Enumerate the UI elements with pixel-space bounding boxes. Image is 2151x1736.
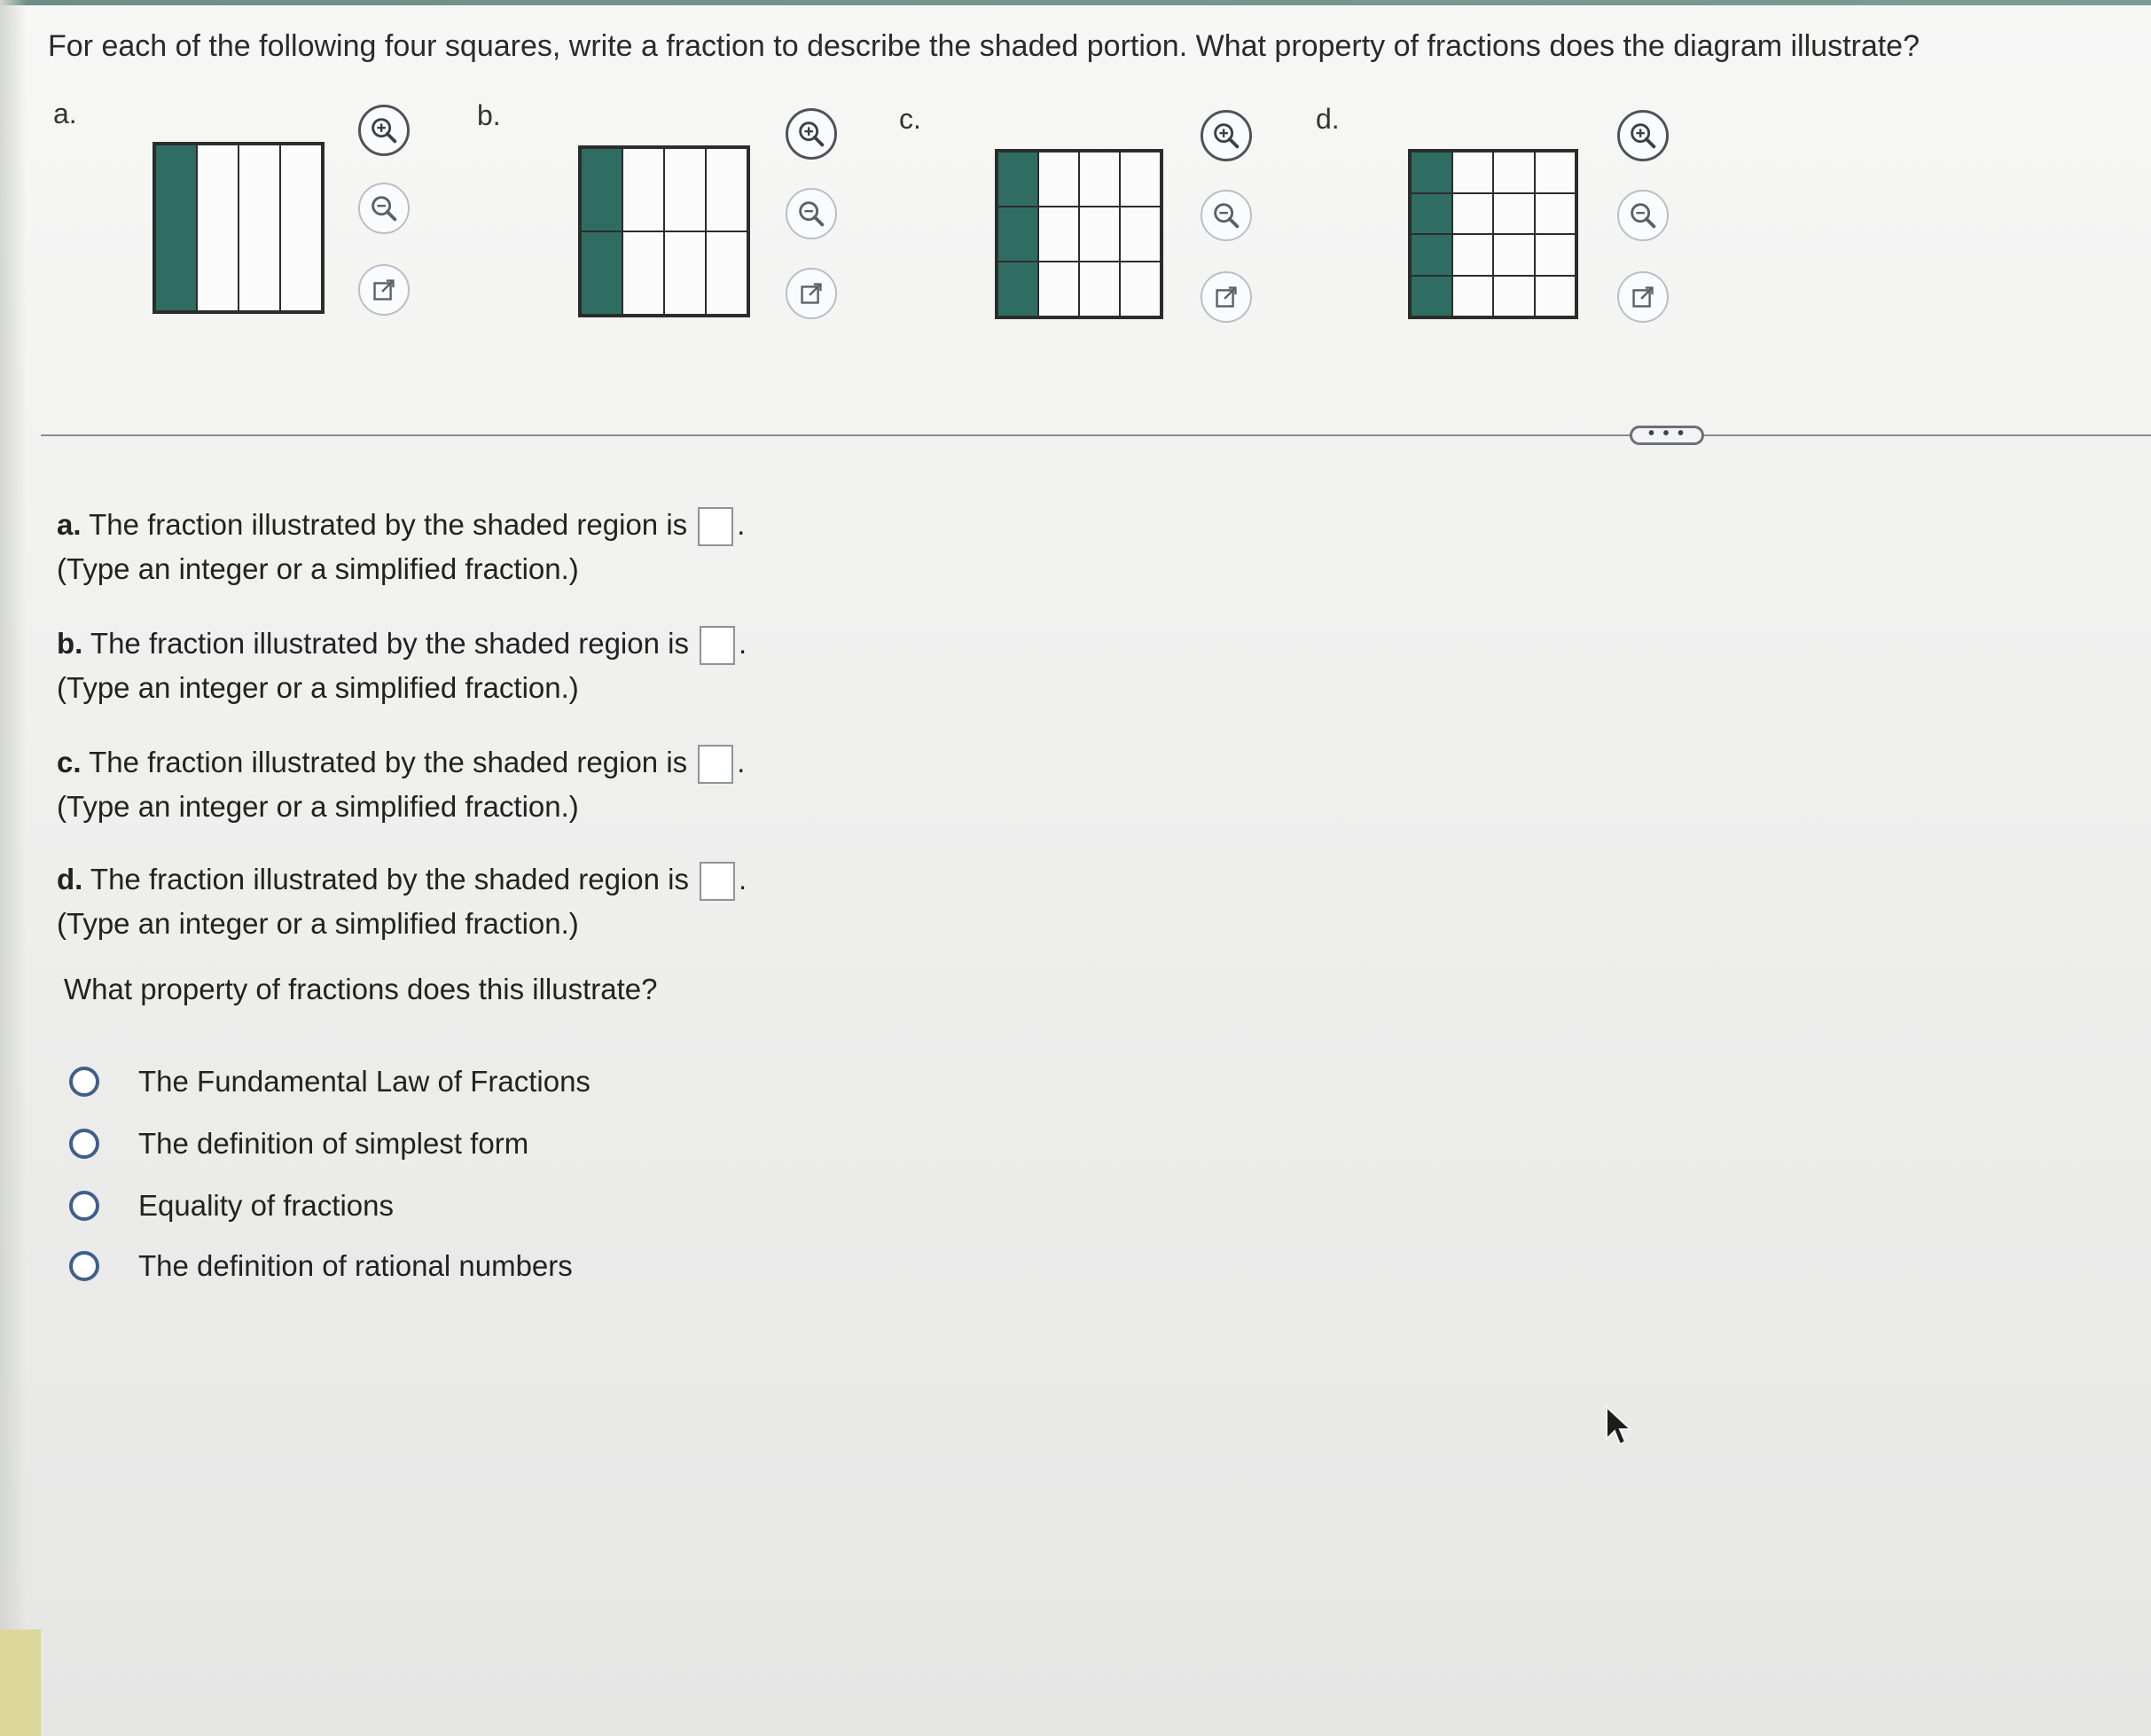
grid-cell: [1120, 207, 1161, 262]
grid-cell: [1493, 152, 1535, 193]
question-b-letter: b.: [57, 627, 83, 660]
figure-c-zoom-out-button[interactable]: [1201, 190, 1252, 241]
figure-c-open-button[interactable]: [1201, 271, 1252, 323]
option-row[interactable]: [69, 1185, 394, 1227]
grid-cell: [1120, 152, 1161, 207]
grid-cell: [1038, 262, 1079, 317]
radio-button[interactable]: [69, 1129, 99, 1159]
shaded-cell: [997, 207, 1038, 262]
shaded-cell: [581, 231, 622, 315]
zoom-out-icon: [1626, 199, 1660, 232]
open-external-icon: [1626, 280, 1660, 314]
shaded-cell: [155, 145, 197, 311]
open-external-icon: [1209, 280, 1243, 314]
figure-d-zoom-in-button[interactable]: [1617, 110, 1669, 161]
hint-a: (Type an integer or a simplified fraction.): [57, 552, 579, 585]
zoom-in-icon: [367, 113, 401, 147]
section-divider: [41, 434, 2151, 436]
grid-cell: [1493, 193, 1535, 235]
top-accent-strip: [0, 0, 2151, 5]
figure-a-open-button[interactable]: [358, 264, 410, 316]
open-external-icon: [367, 273, 401, 307]
question-c-text: The fraction illustrated by the shaded region is: [89, 746, 688, 778]
option-row[interactable]: [69, 1060, 591, 1103]
question-a-text: The fraction illustrated by the shaded region is: [89, 508, 688, 541]
option-row[interactable]: [69, 1122, 528, 1165]
option-label: The definition of simplest form: [138, 1127, 529, 1160]
question-d-suffix: .: [738, 863, 747, 895]
zoom-in-icon: [1626, 119, 1660, 152]
zoom-in-icon: [1209, 119, 1243, 152]
option-label: The Fundamental Law of Fractions: [138, 1065, 591, 1098]
grid-cell: [706, 231, 747, 315]
grid-cell: [1079, 152, 1120, 207]
grid-cell: [1452, 276, 1494, 317]
grid-cell: [1493, 276, 1535, 317]
zoom-out-icon: [367, 192, 401, 225]
figure-b-letter: b.: [477, 99, 501, 131]
question-prompt: For each of the following four squares, write a fraction to describe the shaded portion. What property of fractions does the diagram illustrate?: [48, 29, 1920, 63]
radio-button[interactable]: [69, 1067, 99, 1097]
shaded-cell: [997, 262, 1038, 317]
shaded-cell: [581, 148, 622, 231]
shaded-cell: [1411, 193, 1452, 235]
figure-c-letter: c.: [899, 103, 921, 135]
grid-cell: [1038, 152, 1079, 207]
shaded-cell: [997, 152, 1038, 207]
grid-cell: [1535, 152, 1576, 193]
zoom-out-icon: [1209, 199, 1243, 232]
grid-cell: [1535, 276, 1576, 317]
grid-cell: [622, 231, 664, 315]
figure-b-square: [578, 145, 750, 317]
grid-cell: [197, 145, 239, 311]
hint-b: (Type an integer or a simplified fraction.): [57, 671, 579, 704]
figure-c-zoom-in-button[interactable]: [1201, 110, 1252, 161]
question-a: [57, 505, 745, 546]
figure-d-open-button[interactable]: [1617, 271, 1669, 323]
figure-a-letter: a.: [53, 98, 77, 129]
grid-cell: [622, 148, 664, 231]
question-c-suffix: .: [737, 746, 746, 778]
grid-cell: [1535, 234, 1576, 276]
grid-cell: [1038, 207, 1079, 262]
grid-cell: [1079, 262, 1120, 317]
shaded-cell: [1411, 234, 1452, 276]
grid-cell: [1452, 234, 1494, 276]
mouse-cursor-icon: [1605, 1405, 1635, 1448]
question-d-text: The fraction illustrated by the shaded region is: [90, 863, 689, 895]
figure-b-zoom-out-button[interactable]: [786, 188, 837, 239]
question-d: [57, 860, 747, 901]
answer-a-input[interactable]: [698, 507, 733, 546]
figure-d-zoom-out-button[interactable]: [1617, 190, 1669, 241]
hint-d: (Type an integer or a simplified fraction.): [57, 907, 579, 940]
hint-c: (Type an integer or a simplified fraction.): [57, 790, 579, 823]
shaded-cell: [1411, 152, 1452, 193]
radio-button[interactable]: [69, 1251, 99, 1281]
grid-cell: [1452, 152, 1494, 193]
answer-d-input[interactable]: [700, 862, 735, 901]
grid-cell: [1535, 193, 1576, 235]
question-c-letter: c.: [57, 746, 82, 778]
question-b: [57, 624, 747, 665]
figure-b-zoom-in-button[interactable]: [786, 108, 837, 160]
shaded-cell: [1411, 276, 1452, 317]
grid-cell: [1493, 234, 1535, 276]
option-row[interactable]: [69, 1245, 573, 1287]
figure-a-zoom-in-button[interactable]: [358, 105, 410, 156]
question-d-letter: d.: [57, 863, 83, 895]
answer-b-input[interactable]: [700, 626, 735, 665]
radio-button[interactable]: [69, 1191, 99, 1221]
zoom-out-icon: [794, 197, 828, 231]
question-a-suffix: .: [737, 508, 746, 541]
grid-cell: [1079, 207, 1120, 262]
option-label: Equality of fractions: [138, 1189, 394, 1222]
figure-a-zoom-out-button[interactable]: [358, 183, 410, 234]
corner-tab: [0, 1630, 41, 1736]
grid-cell: [239, 145, 280, 311]
question-b-suffix: .: [738, 627, 747, 660]
grid-cell: [706, 148, 747, 231]
question-c: [57, 743, 745, 784]
figure-a-square: [153, 142, 325, 314]
property-question: What property of fractions does this illustrate?: [64, 973, 658, 1005]
figure-d-letter: d.: [1316, 103, 1340, 135]
grid-cell: [1452, 193, 1494, 235]
figure-b-open-button[interactable]: [786, 268, 837, 319]
grid-cell: [280, 145, 322, 311]
grid-cell: [664, 148, 706, 231]
grid-cell: [1120, 262, 1161, 317]
figure-c-square: [995, 149, 1163, 319]
answer-c-input[interactable]: [698, 745, 733, 784]
option-label: The definition of rational numbers: [138, 1249, 573, 1282]
more-options-button[interactable]: • • •: [1630, 426, 1704, 445]
question-b-text: The fraction illustrated by the shaded region is: [90, 627, 689, 660]
question-a-letter: a.: [57, 508, 82, 541]
open-external-icon: [794, 277, 828, 310]
zoom-in-icon: [794, 117, 828, 151]
grid-cell: [664, 231, 706, 315]
left-edge-shadow: [0, 0, 27, 1736]
figure-d-square: [1408, 149, 1578, 319]
